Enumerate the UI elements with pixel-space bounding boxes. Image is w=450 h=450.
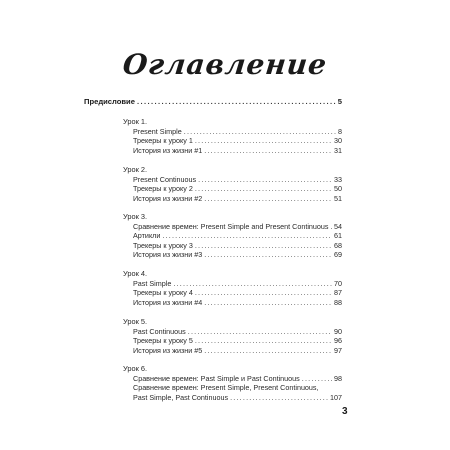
toc-entry-label: Трекеры к уроку 5 (133, 336, 193, 346)
toc-entry[interactable] (123, 194, 342, 204)
dot-leader (230, 393, 328, 403)
dot-leader (195, 136, 332, 146)
dot-leader (204, 298, 332, 308)
toc-entry-page: 69 (334, 250, 342, 260)
dot-leader (302, 374, 332, 384)
dot-leader (173, 279, 332, 289)
toc-lesson-5 (123, 317, 342, 355)
toc-entry[interactable] (123, 374, 342, 384)
page-number: 3 (342, 406, 348, 417)
toc-entry-page: 97 (334, 345, 342, 355)
toc-lesson-6 (123, 364, 342, 402)
dot-leader (204, 346, 332, 356)
toc-entry-label: Трекеры к уроку 3 (133, 240, 193, 250)
toc-entry-page: 33 (334, 174, 342, 184)
toc-entry-label: Трекеры к уроку 4 (133, 288, 193, 298)
toc-entry-page: 107 (330, 392, 342, 402)
toc-entry[interactable] (123, 136, 342, 146)
toc-entry-label: История из жизни #3 (133, 250, 203, 260)
toc-entry-label: Сравнение времен: Present Simple, Present Continuous, (133, 383, 319, 393)
toc-entry[interactable] (123, 336, 342, 346)
dot-leader (198, 175, 332, 185)
toc-entry-label: Present Simple (133, 126, 182, 136)
dot-leader (204, 146, 332, 156)
dot-leader (195, 288, 332, 298)
toc-entry[interactable] (123, 383, 342, 393)
page-title: Оглавление (121, 48, 329, 81)
toc-entry-label: Сравнение времен: Past Simple и Past Continuous (133, 373, 300, 383)
dot-leader (162, 231, 332, 241)
toc-entry-page: 5 (337, 97, 342, 106)
toc-entry-label: История из жизни #4 (133, 297, 203, 307)
toc-entry[interactable] (123, 222, 342, 232)
toc-entry-page: 88 (334, 297, 342, 307)
toc-lesson-2 (123, 165, 342, 203)
dot-leader (195, 184, 332, 194)
toc-entry-page: 96 (334, 336, 342, 346)
toc-entry-label: История из жизни #2 (133, 193, 203, 203)
toc-entry-page: 90 (334, 326, 342, 336)
toc-entry-page: 51 (334, 193, 342, 203)
toc-entry[interactable] (123, 279, 342, 289)
toc-entry[interactable] (123, 250, 342, 260)
toc-entry-page: 87 (334, 288, 342, 298)
dot-leader (204, 250, 332, 260)
lesson-title: Урок 2. (123, 165, 148, 174)
lesson-title: Урок 1. (123, 117, 148, 126)
toc-lesson-4 (123, 269, 342, 307)
toc-entry[interactable] (123, 175, 342, 185)
dot-leader (331, 222, 332, 232)
toc-entry-page: 68 (334, 240, 342, 250)
dot-leader (137, 97, 336, 107)
lesson-title: Урок 3. (123, 212, 148, 221)
toc-entry-label: История из жизни #1 (133, 145, 203, 155)
dot-leader (188, 327, 332, 337)
toc-entry[interactable] (123, 327, 342, 337)
toc-entry[interactable] (123, 146, 342, 156)
toc-entry-label: Present Continuous (133, 174, 197, 184)
toc-entry[interactable] (123, 298, 342, 308)
dot-leader (195, 241, 332, 251)
toc-entry-label: Past Simple (133, 278, 172, 288)
toc-entry[interactable] (123, 231, 342, 241)
lesson-title: Урок 6. (123, 364, 148, 373)
toc-entry[interactable] (123, 127, 342, 137)
toc-entry[interactable] (123, 393, 342, 403)
toc-entry[interactable] (123, 346, 342, 356)
toc-entry[interactable] (123, 288, 342, 298)
lesson-title: Урок 5. (123, 317, 148, 326)
toc-entry[interactable] (123, 241, 342, 251)
toc-lesson-3 (123, 212, 342, 260)
toc-entry-page: 50 (334, 184, 342, 194)
toc-lesson-1 (123, 117, 342, 155)
toc-entry-page: 8 (338, 126, 342, 136)
toc-entry-preface[interactable] (84, 97, 342, 107)
toc-entry-label: Past Continuous (133, 326, 186, 336)
toc-entry-page: 98 (334, 373, 342, 383)
toc-entry-label: Артикли (133, 231, 161, 241)
toc-entry-label: Трекеры к уроку 1 (133, 136, 193, 146)
toc-entry-page: 31 (334, 145, 342, 155)
toc-entry[interactable] (123, 184, 342, 194)
toc-entry-label: Предисловие (84, 97, 135, 106)
toc-entry-label: Трекеры к уроку 2 (133, 184, 193, 194)
dot-leader (184, 127, 336, 137)
toc-entry-label: История из жизни #5 (133, 345, 203, 355)
toc-entry-page: 61 (334, 231, 342, 241)
dot-leader (195, 336, 332, 346)
toc-entry-page: 70 (334, 278, 342, 288)
lesson-title: Урок 4. (123, 269, 148, 278)
toc-entry-page: 54 (334, 221, 342, 231)
toc-entry-label: Past Simple, Past Continuous (133, 392, 229, 402)
toc-entry-page: 30 (334, 136, 342, 146)
dot-leader (204, 194, 332, 204)
toc-entry-label: Сравнение времен: Present Simple and Present Continuous (133, 221, 329, 231)
